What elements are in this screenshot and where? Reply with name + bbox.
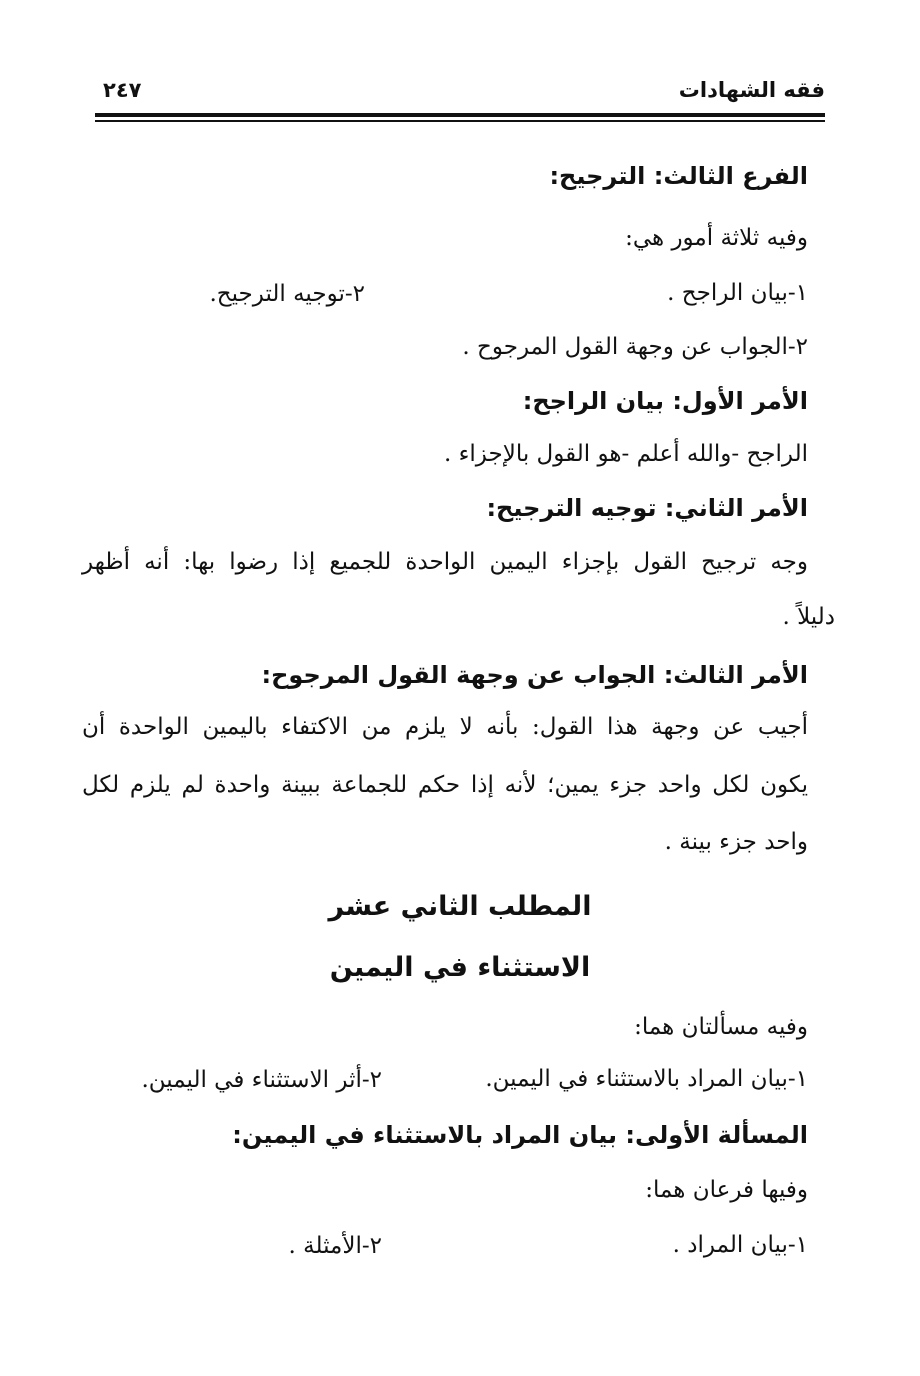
section-title: المطلب الثاني عشر — [328, 891, 592, 922]
matter3-line-3: واحد جزء بينة . — [664, 829, 808, 855]
branch3-intro: وفيه ثلاثة أمور هي: — [625, 225, 808, 251]
page-header — [95, 78, 825, 108]
running-title: فقه الشهادات — [678, 78, 825, 102]
section-intro: وفيه مسألتان هما: — [634, 1014, 808, 1040]
issue1-item-2: ٢-الأمثلة . — [288, 1233, 382, 1259]
matter3-line-2: يكون لكل واحد جزء يمين؛ لأنه إذا حكم للجماعة ببينة واحدة لم يلزم لكل — [82, 772, 808, 798]
matter3-line-1: أجيب عن وجهة هذا القول: بأنه لا يلزم من الاكتفاء باليمين الواحدة أن — [82, 714, 808, 740]
matter3-heading: الأمر الثالث: الجواب عن وجهة القول المرجوح: — [261, 661, 808, 689]
section-item-2: ٢-أثر الاستثناء في اليمين. — [141, 1067, 382, 1093]
branch3-item-1: ١-بيان الراجح . — [667, 280, 808, 306]
header-rule-thick — [95, 113, 825, 117]
matter2-line-1: وجه ترجيح القول بإجزاء اليمين الواحدة للجميع إذا رضوا بها: أنه أظهر — [82, 549, 808, 575]
matter2-line-2: دليلاً . — [782, 604, 835, 630]
branch3-item-3: ٢-الجواب عن وجهة القول المرجوح . — [462, 334, 808, 360]
branch3-heading: الفرع الثالث: الترجيح: — [549, 162, 808, 190]
matter2-heading: الأمر الثاني: توجيه الترجيح: — [486, 494, 808, 522]
page-number: ٢٤٧ — [103, 78, 142, 102]
section-subtitle: الاستثناء في اليمين — [329, 952, 591, 983]
issue1-item-1: ١-بيان المراد . — [672, 1232, 808, 1258]
section-item-1: ١-بيان المراد بالاستثناء في اليمين. — [485, 1066, 808, 1092]
issue1-intro: وفيها فرعان هما: — [645, 1177, 808, 1203]
branch3-item-2: ٢-توجيه الترجيح. — [209, 281, 365, 307]
matter1-text: الراجح -والله أعلم -هو القول بالإجزاء . — [443, 441, 808, 467]
matter1-heading: الأمر الأول: بيان الراجح: — [522, 387, 808, 415]
header-rule-thin — [95, 120, 825, 122]
issue1-heading: المسألة الأولى: بيان المراد بالاستثناء في اليمين: — [232, 1121, 808, 1149]
